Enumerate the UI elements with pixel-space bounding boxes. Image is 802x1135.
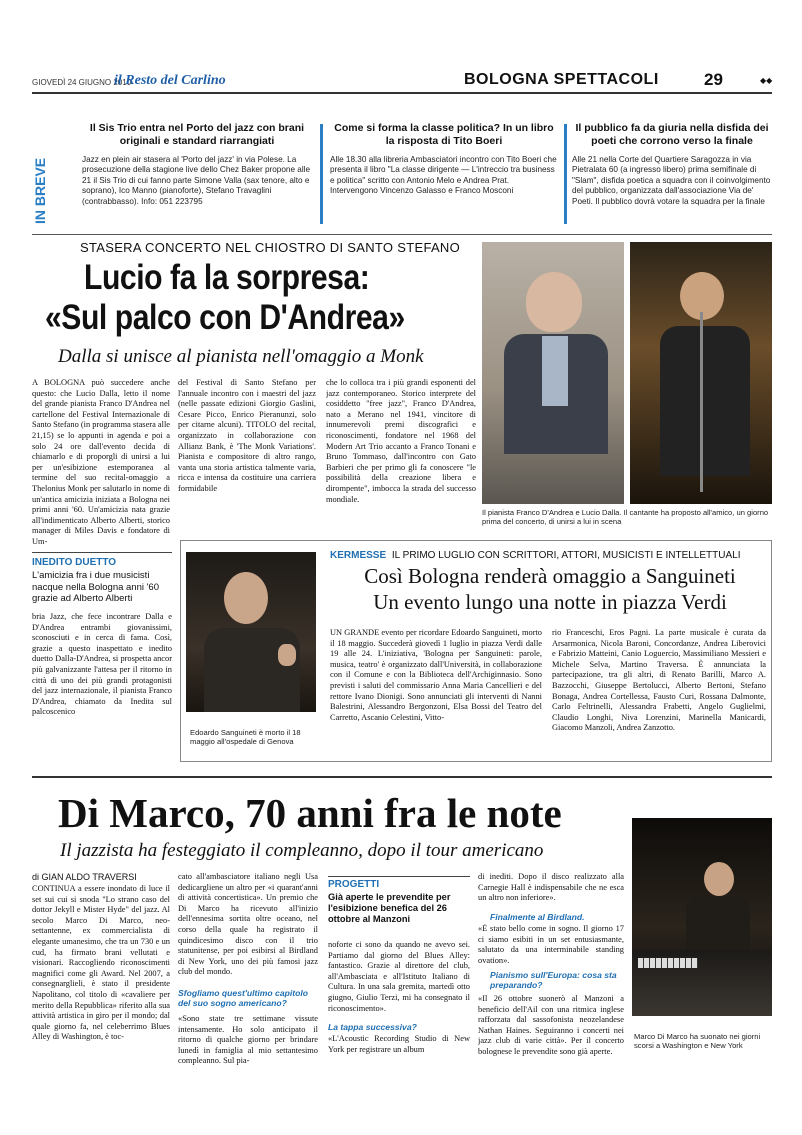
dimarco-col-3b: «L'Acoustic Recording Studio di New York per registrare un album: [328, 1034, 470, 1054]
sanguineti-head: [224, 572, 268, 624]
dalla-photo: [630, 242, 772, 504]
sanguineti-col-1: UN GRANDE evento per ricordare Edoardo Sanguineti, morto il 18 maggio. Succederà giovedì 1 luglio in piazza Verdi dalle 19 alle 24. L'iniziativa, 'Bologna per Sanguineti: parole, musica, teatro' è organizzato dall'Università, in collaborazione con il Comune e con la Biblioteca dell'Archiginnasio. Sono previsti i saluti del commissario Anna Maria Cancellieri e del rettore Ivano Dionigi. Sono annunciati gli interventi di Nanni Balestrini, Alessandro Bergonzoni, Elsa Bossi del Teatro del Carretto, Ascanio Celestini, Vitto-: [330, 628, 542, 722]
section-title: BOLOGNA SPETTACOLI: [464, 71, 659, 88]
sanguineti-col-2: rio Franceschi, Eros Pagni. La parte musicale è curata da Arsarmonica, Nicola Baroni, Concordanze, Andrea Liberovici e Fabrizio Matteini, Canio Loguercio, Massimiliano Messieri e Michele Selva, Martino Traversa. È annunciata la partecipazione, tra gli altri, di Renato Barilli, Marco A. Bazzocchi, Giuseppe Bertolucci, Alberto Bertoni, Stefano Bonaga, Andrea Cortellessa, Fausto Curi, Rossana Dalmonte, Carlo Feltrinelli, Alessandra Frabetti, Angelo Guglielmi, Claudio Longhi, Niva Lorenzini, Marinella Manicardi, Giacomo Manzoli, Andrea Zanzotto.: [552, 628, 766, 733]
sanguineti-photo-caption: Edoardo Sanguineti è morto il 18 maggio all'ospedale di Genova: [190, 728, 301, 747]
dimarco-question-4: Pianismo sull'Europa: cosa sta preparando?: [490, 970, 617, 991]
dimarco-box-text: Già aperte le prevendite per l'esibizione benefica del 26 ottobre al Manzoni: [328, 892, 451, 924]
lucio-box: [32, 552, 172, 608]
sanguineti-hand: [278, 644, 296, 666]
brief-3-text: Alle 21 nella Corte del Quartiere Saragozza in via Pietralata 60 (a ingresso libero) prima semifinale di "Slam", disfida poetica a squadra con il coinvolgimento del pubblico, organizzata dall'associazione Via de' Poeti. Il pubblico dovrà votare la squadra per la finale: [572, 155, 771, 206]
dimarco-col-2a: cato all'ambasciatore italiano negli Usa dedicargliene un altro per «i quarant'anni di attività concertistica». Un premio che Di Marco ha ricevuto all'inizio dell'ennesima sortita oltre oceano, nel corso della quale ha registrato il quindicesimo disco con il trio statunitense, per poi esibirsi al Birdland di New York, uno dei più famosi jazz club del mondo.: [178, 872, 318, 977]
header-rule: [32, 92, 772, 94]
header-date: GIOVEDÌ 24 GIUGNO 2010: [32, 78, 132, 87]
dimarco-col-4c: «Il 26 ottobre suonerò al Manzoni a beneficio dell'Ail con una ritmica inglese rafforzata dal sassofonista neozelandese Nathan Haines. Seguiranno i concerti nei jazz club di varie città». Per il concerto bolognese le prevendite sono già aperte.: [478, 994, 624, 1056]
brief-2-title: Come si forma la classe politica? In un libro la risposta di Tito Boeri: [334, 122, 554, 147]
brief-1-text: Jazz en plein air stasera al 'Porto del jazz' in via Polese. La prosecuzione della stagione live dello Chez Baker propone alle 21 il Sis Trio di cui fanno parte Simone Valla (sax tenore, alto e soprano), Ico Manno (pianoforte), Stefano Travaglini (contrabbasso). Info: 051 223795: [82, 155, 311, 206]
lucio-col-2: del Festival di Santo Stefano per l'annuale incontro con i maestri del jazz (nelle passate edizioni Giorgio Gaslini, Cesare Picco, Enrico Pieranunzi, solo per citarne alcuni). TITOLO del recital, organizzato in collaborazione con Allianz Bank, è 'The Monk Variations'. Pianista e compositore di altro rango, vanta una storia artistica talmente varia, ricca e intensa da costituire una carriera formidabile: [178, 378, 316, 493]
sanguineti-kicker-label: KERMESSE: [330, 550, 387, 561]
dalla-body: [660, 326, 750, 476]
piano-keys: [638, 958, 698, 968]
dimarco-photo: [632, 818, 772, 1016]
brief-2: [330, 122, 558, 232]
brief-divider-2: [564, 124, 567, 224]
dimarco-byline: di GIAN ALDO TRAVERSI: [32, 872, 137, 882]
dimarco-col-3: noforte ci sono da quando ne avevo sei. Partiamo dal giorno del Blues Alley: fantastico. Grazie al direttore del club, all'Ambasciata e all'Istituto Italiano di Cultura. In una sala gremita, martedì otto giugno, Giulio Terzi, mi ha consegnato il riconoscimento».: [328, 940, 470, 1013]
page-header: [32, 70, 772, 92]
lucio-subhead: Dalla si unisce al pianista nell'omaggio a Monk: [58, 346, 424, 367]
brief-3: [572, 122, 772, 232]
briefs-rule: [32, 234, 772, 235]
lucio-col-1: A BOLOGNA può succedere anche questo: che Lucio Dalla, letto il nome del grande pianista Franco D'Andrea nel cartellone del Festival Internazionale di Santo Stefano (in programma stasera alle 21,15) se lo appunti in agenda e poi a solo 24 ore dall'evento decida di chiamarlo e di proporgli di unirsi a lui per un'esibizione estemporanea al termine del suo recital-omaggio a Thelonius Monk per salutarlo in nome di un'antica amicizia iniziata a Bologna nei primi anni '60. Un'amicizia nata grazie all'indimenticato Alberto Alberti, storico manager di Miles Davis e fondatore di Um-: [32, 378, 170, 546]
lucio-box-text: L'amicizia fra i due musicisti nacque nella Bologna anni '60 grazie ad Alberto Alberti: [32, 570, 160, 604]
sanguineti-headline-2: Un evento lungo una notte in piazza Verdi: [373, 590, 727, 614]
lucio-kicker: STASERA CONCERTO NEL CHIOSTRO DI SANTO STEFANO: [80, 240, 461, 255]
dimarco-headline: Di Marco, 70 anni fra le note: [58, 790, 562, 836]
dimarco-head: [704, 862, 734, 896]
dimarco-question-2: La tappa successiva?: [328, 1022, 417, 1032]
briefs-label: IN BREVE: [32, 157, 48, 224]
dandrea-figure: [526, 272, 582, 332]
dimarco-box: [328, 876, 470, 928]
lucio-col-1b: bria Jazz, che fece incontrare Dalla e D'Andrea entrambi giovanissimi, sconosciuti e in cerca di fama. Così, grazie a questo inaspettato e inedito duetto Dalla-D'Andrea, si prospetta ancor più galvanizzante l'attesa per il ritorno in città di uno dei più grandi protagonisti del jazz internazionale, il pianista Franco D'Andrea, chiamato da Inedita sul palcoscenico: [32, 612, 172, 717]
lucio-headline-2: «Sul palco con D'Andrea»: [45, 298, 405, 337]
brief-2-text: Alle 18.30 alla libreria Ambasciatori incontro con Tito Boeri che presenta il libro "La classe dirigente — L'intreccio tra business e politica" scritto con Antonio Melo e Andrea Prat. Intervengono Vincenzo Galasso e Franco Mosconi: [330, 155, 557, 196]
dimarco-subhead: Il jazzista ha festeggiato il compleanno, dopo il tour americano: [60, 840, 544, 861]
section-rule: [32, 776, 772, 778]
lucio-photo-caption: Il pianista Franco D'Andrea e Lucio Dalla. Il cantante ha proposto all'amico, un giorno prima del concerto, di unirsi a lui in scena: [482, 508, 769, 527]
brief-3-title: Il pubblico fa da giuria nella disfida dei poeti che corrono verso la finale: [575, 122, 769, 147]
brief-divider-1: [320, 124, 323, 224]
dimarco-question-3: Finalmente al Birdland.: [490, 912, 585, 922]
lucio-col-3: che lo colloca tra i più grandi esponenti del jazz contemporaneo. Storico interprete del cosiddetto "free jazz", Franco D'Andrea, nato a Merano nel 1941, vincitore di innumerevoli premi discografici e riconoscimenti, fondatore nel 1968 del Modern Art Trio accanto a Franco Tonani e Bruno Tommaso, dall'incontro con Gato Barbieri che per primo gli fa conoscere "le possibilità della creazione libera e dirompente", imbocca la strada del successo mondiale.: [326, 378, 476, 504]
dimarco-photo-caption: Marco Di Marco ha suonato nei giorni scorsi a Washington e New York: [634, 1032, 761, 1051]
dandrea-shirt: [542, 336, 568, 406]
microphone-icon: [700, 312, 703, 492]
dimarco-col-4a: di inediti. Dopo il disco realizzato alla Carnegie Hall è indispensabile che ne esca un altro non inferiore».: [478, 872, 624, 903]
lucio-headline-1: Lucio fa la sorpresa:: [84, 258, 370, 297]
arrow-icon: ◆◆: [760, 76, 773, 85]
dimarco-col-2b: «Sono state tre settimane vissute intensamente. Ho solo anticipato il ritorno di qualche giorno per brindare lunedì in famiglia al mio settantesimo compleanno. Sul pia-: [178, 1014, 318, 1066]
sanguineti-headline-1: Così Bologna renderà omaggio a Sanguineti: [364, 564, 736, 588]
newspaper-logo: il Resto del Carlino: [114, 73, 226, 88]
dandrea-photo: [482, 242, 624, 504]
brief-1-title: Il Sis Trio entra nel Porto del jazz con brani originali e standard riarrangiati: [89, 122, 305, 147]
sanguineti-body: [204, 628, 300, 712]
dimarco-box-label: PROGETTI: [328, 879, 380, 890]
page-number: 29: [704, 70, 723, 89]
sanguineti-kicker-text: IL PRIMO LUGLIO CON SCRITTORI, ATTORI, MUSICISTI E INTELLETTUALI: [391, 550, 741, 561]
dimarco-question-1: Sfogliamo quest'ultimo capitolo del suo sogno americano?: [178, 988, 308, 1009]
sanguineti-photo: [186, 552, 316, 712]
brief-1: [82, 122, 312, 232]
sanguineti-kicker: [330, 550, 770, 561]
dimarco-col-4b: «È stato bello come in sogno. Il giorno 17 ci siamo esibiti in un set entusiasmante, salutato da una interminabile standing ovation».: [478, 924, 624, 965]
lucio-box-title: INEDITO DUETTO: [32, 557, 117, 568]
dimarco-col-1: CONTINUA a essere inondato di luce il set sui cui si snoda "Lo strano caso del dottor Jekyll e Mister Hyde" del jazz. Al secolo Marco Di Marco, neo-settantenne, ex commercialista di elegante umanesimo, che tra un 730 e un cud, ha firmato brani vellutati e visionari. Raccogliendo riconoscimenti magnifici come gli Award. Nel 2007, a consegnarglieli, è stato il presidente Napolitano, col titolo di «cavaliere per merito della Repubblica» riferito alla sua attività artistica in giro per il mondo; dal quale giorno fa, nel celeberrimo Blues Alley di Washington, è toc-: [32, 884, 170, 1042]
